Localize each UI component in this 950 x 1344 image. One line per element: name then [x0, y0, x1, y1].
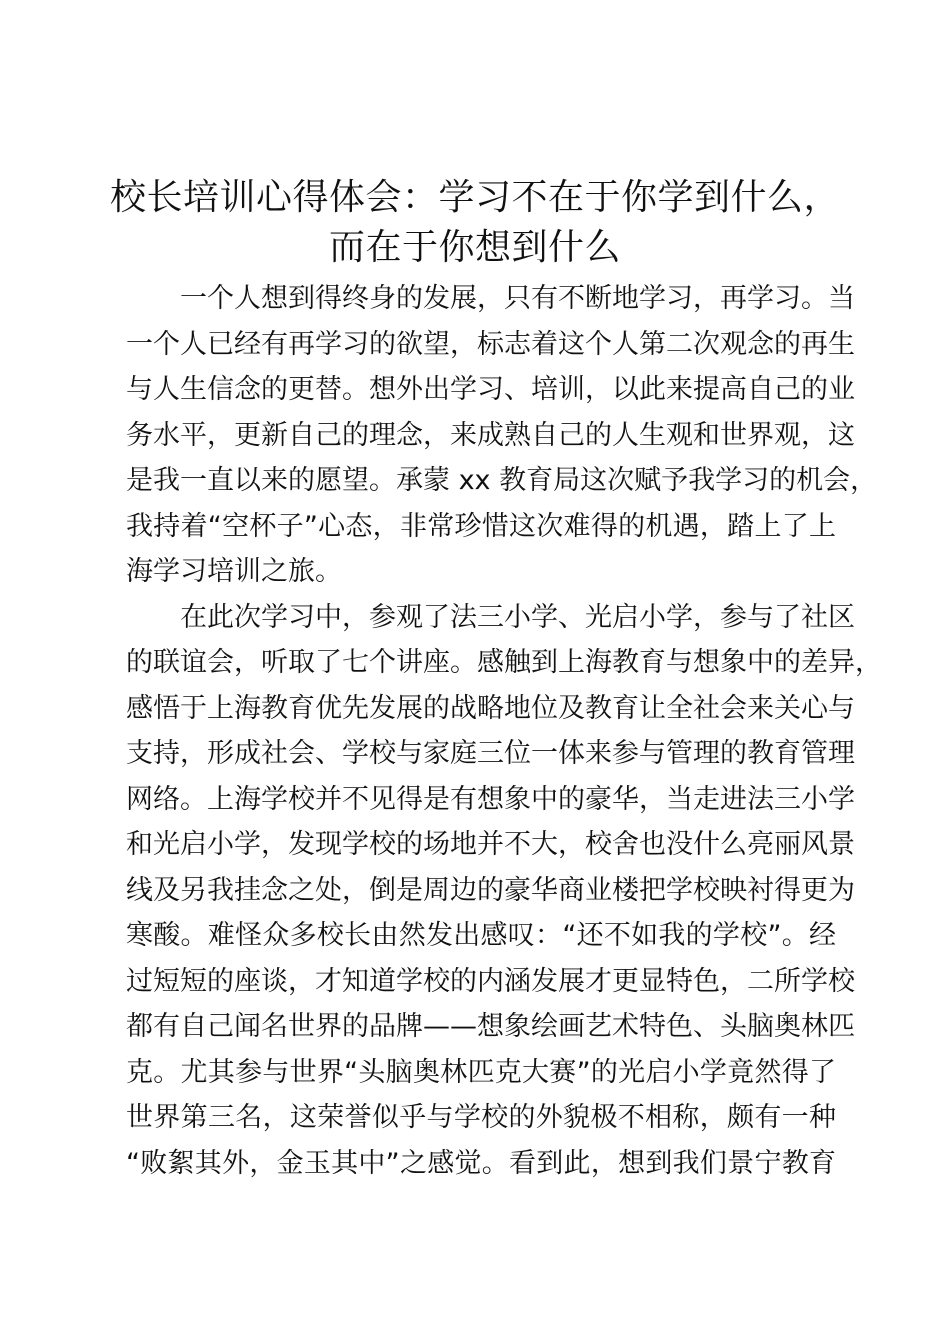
text-line: 的联谊会，听取了七个讲座。感触到上海教育与想象中的差异， — [126, 647, 882, 678]
text-line: 寒酸。难怪众多校长由然发出感叹：“还不如我的学校”。经 — [126, 920, 836, 951]
paragraph-2 — [126, 595, 882, 1187]
text-line: 过短短的座谈，才知道学校的内涵发展才更显特色，二所学校 — [126, 965, 855, 997]
text-line: 网络。上海学校并不见得是有想象中的豪华，当走进法三小学 — [126, 783, 855, 815]
text-line: “败絮其外，金玉其中”之感觉。看到此，想到我们景宁教育 — [126, 1147, 836, 1179]
text-line: 务水平，更新自己的理念，来成熟自己的人生观和世界观，这 — [126, 419, 855, 451]
text-line: 都有自己闻名世界的品牌——想象绘画艺术特色、头脑奥林匹 — [126, 1011, 855, 1042]
text-line: 一个人已经有再学习的欲望，标志着这个人第二次观念的再生 — [126, 328, 855, 360]
text-line: 在此次学习中，参观了法三小学、光启小学，参与了社区 — [180, 601, 855, 633]
text-line: 线及另我挂念之处，倒是周边的豪华商业楼把学校映衬得更为 — [126, 874, 855, 906]
text-line: 世界第三名，这荣誉似乎与学校的外貌极不相称，颇有一种 — [126, 1102, 836, 1133]
text-line: 克。尤其参与世界“头脑奥林匹克大赛”的光启小学竟然得了 — [126, 1056, 836, 1088]
document-body — [126, 276, 882, 1186]
text-line: 感悟于上海教育优先发展的战略地位及教育让全社会来关心与 — [126, 692, 855, 724]
document-title-line-2: 而在于你想到什么 — [328, 227, 621, 268]
text-line: 海学习培训之旅。 — [126, 556, 342, 587]
text-line: 是我一直以来的愿望。承蒙 xx 教育局这次赋予我学习的机会， — [126, 465, 878, 496]
paragraph-1 — [126, 276, 878, 595]
text-line: 支持，形成社会、学校与家庭三位一体来参与管理的教育管理 — [126, 738, 855, 769]
text-line: 我持着“空杯子”心态，非常珍惜这次难得的机遇，踏上了上 — [126, 510, 836, 542]
text-line: 一个人想到得终身的发展，只有不断地学习，再学习。当 — [180, 283, 855, 314]
text-line: 和光启小学，发现学校的场地并不大，校舍也没什么亮丽风景 — [126, 829, 855, 860]
document-title-line-1: 校长培训心得体会：学习不在于你学到什么， — [109, 177, 840, 218]
text-line: 与人生信念的更替。想外出学习、培训，以此来提高自己的业 — [126, 374, 855, 405]
